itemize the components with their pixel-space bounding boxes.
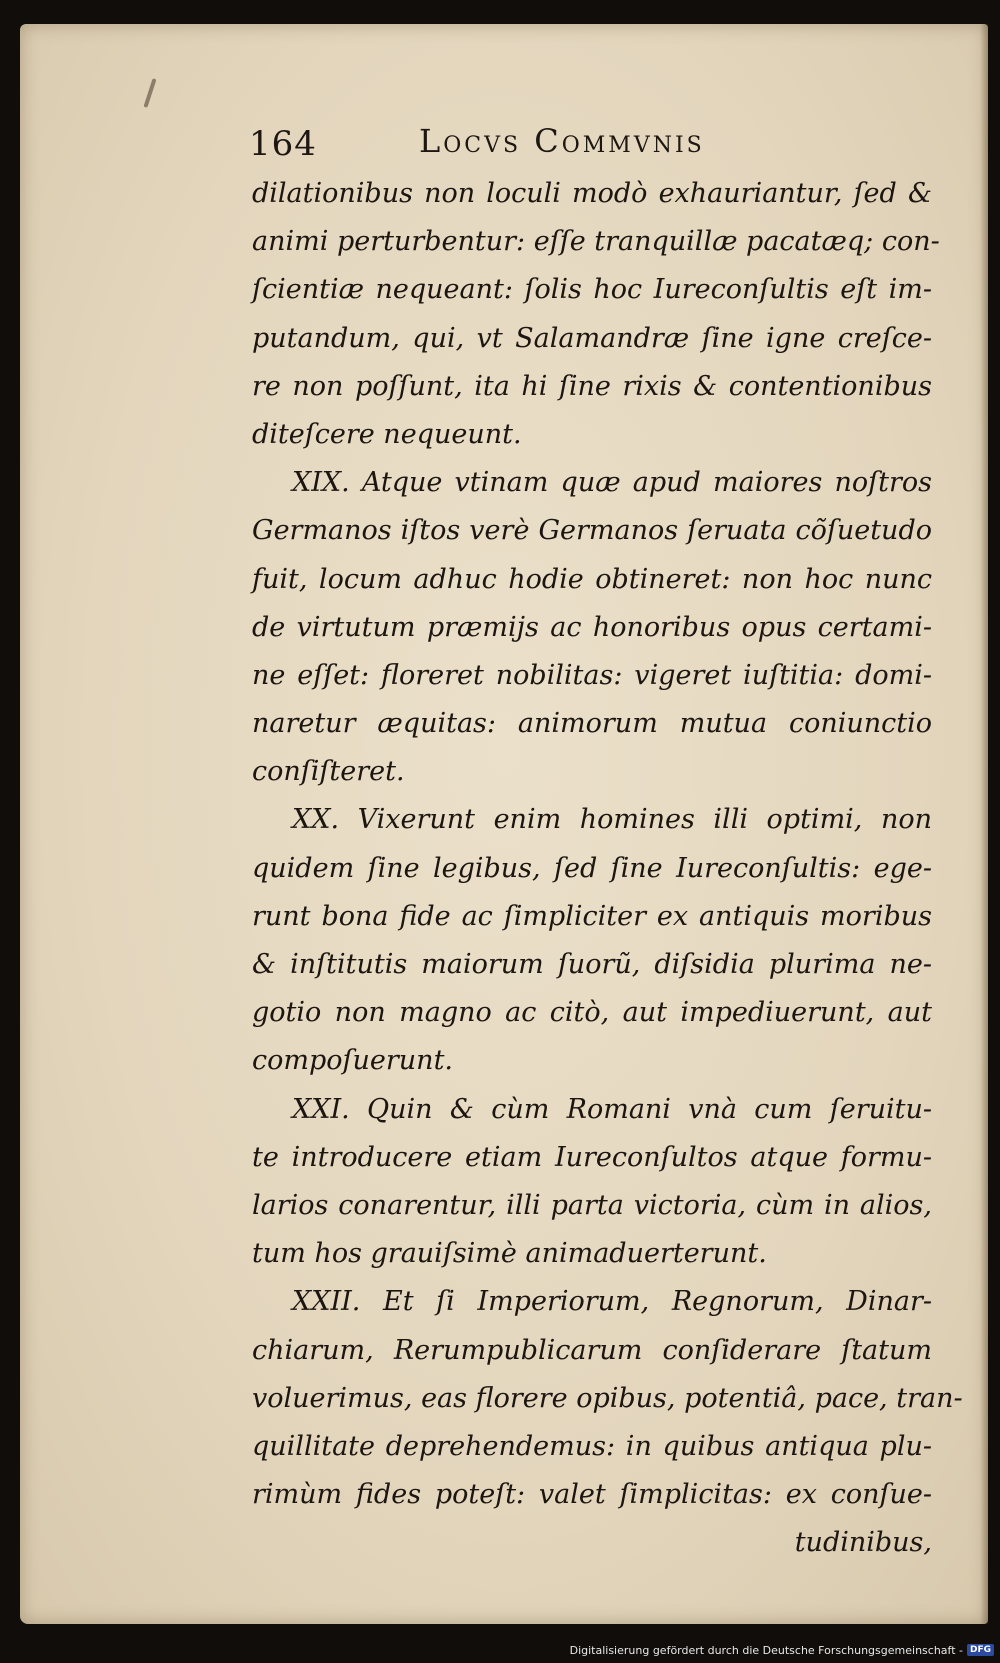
text-line: voluerimus, eas florere opibus, potentiâ, pace, tran-: [252, 1382, 963, 1414]
text-line: quillitate deprehendemus: in quibus antiqua plu-: [252, 1430, 932, 1462]
text-line: XXII. Et ſi Imperiorum, Regnorum, Dinar-: [292, 1286, 932, 1318]
page-header: [249, 118, 929, 168]
text-line: ne eſſet: floreret nobilitas: vigeret iuſtitia: domi-: [252, 659, 932, 691]
text-line: larios conarentur, illi parta victoria, cùm in alios,: [252, 1189, 932, 1221]
text-line: rimùm fides poteſt: valet ſimplicitas: ex conſue-: [252, 1479, 932, 1511]
text-line: gotio non magno ac citò, aut impediuerunt, aut: [252, 997, 932, 1029]
text-line: fuit, locum adhuc hodie obtineret: non hoc nunc: [252, 563, 932, 595]
text-line: dilationibus non loculi modò exhauriantur, ſed &: [252, 178, 932, 209]
page-edge-shadow: [980, 24, 988, 1624]
text-line: XIX. Atque vtinam quæ apud maiores noſtros: [292, 467, 932, 499]
text-line: Germanos iſtos verè Germanos ſeruata cõſuetudo: [252, 515, 932, 547]
text-line: compoſuerunt.: [252, 1045, 453, 1077]
text-line: re non poſſunt, ita hi ſine rixis & contentionibus: [252, 370, 932, 402]
text-line: quidem ſine legibus, ſed ſine Iureconſultis: ege-: [252, 852, 932, 884]
text-line: te introducere etiam Iureconſultos atque formu-: [252, 1141, 932, 1173]
text-line: runt bona fide ac ſimpliciter ex antiquis moribus: [252, 900, 932, 932]
digitization-credit: [570, 1639, 994, 1661]
text-line: conſiſteret.: [252, 756, 405, 788]
text-line: chiarum, Rerumpublicarum conſiderare ſtatum: [252, 1334, 932, 1366]
text-line: & inſtitutis maiorum ſuorũ, diſsidia plurima ne-: [252, 949, 932, 980]
credit-text: Digitalisierung gefördert durch die Deutsche Forschungsgemeinschaft -: [569, 1643, 963, 1657]
text-line: XX. Vixerunt enim homines illi optimi, non: [292, 804, 932, 836]
text-line: tum hos grauiſsimè animaduerterunt.: [252, 1238, 767, 1270]
text-line: naretur æquitas: animorum mutua coniunctio: [252, 708, 932, 740]
catchword: tudinibus,: [794, 1527, 932, 1559]
text-line: putandum, qui, vt Salamandræ ſine igne creſce-: [252, 322, 932, 354]
text-line: animi perturbentur: eſſe tranquillæ pacatæq; con-: [252, 226, 940, 258]
page-number: 164: [249, 124, 317, 164]
body-text: [252, 170, 963, 1567]
text-line: XXI. Quin & cùm Romani vnà cum ſeruitu-: [292, 1093, 932, 1125]
text-line: de virtutum præmijs ac honoribus opus certami-: [252, 611, 932, 643]
running-title: Locvs Commvnis: [419, 122, 705, 160]
text-line: diteſcere nequeunt.: [252, 418, 522, 450]
dfg-logo: DFG: [967, 1644, 994, 1656]
text-line: ſcientiæ nequeant: ſolis hoc Iureconſultis eſt im-: [252, 274, 932, 306]
